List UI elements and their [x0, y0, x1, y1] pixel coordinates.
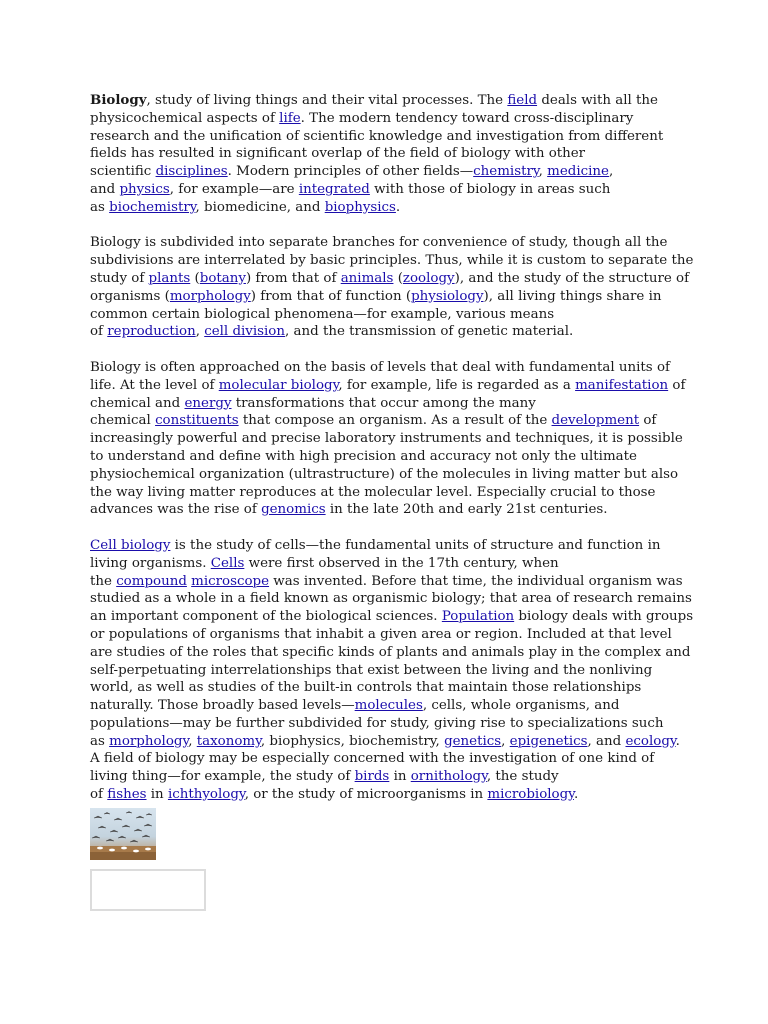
article-link[interactable]: taxonomy: [196, 733, 261, 749]
text-line: [90, 92, 682, 110]
text-run: studied as a whole in a field known as organismic biology; that area of research remains: [90, 591, 692, 607]
text-run: , and the transmission of genetic material.: [285, 324, 574, 340]
text-run: of: [90, 324, 108, 340]
article-link[interactable]: animals: [340, 270, 394, 286]
text-line: [90, 199, 682, 217]
text-run: , for example, life is regarded as a: [338, 377, 576, 393]
article-link[interactable]: energy: [184, 395, 232, 411]
article-link[interactable]: disciplines: [155, 164, 228, 180]
text-run: increasingly powerful and precise laboratory instruments and techniques, it is possible: [90, 431, 683, 447]
text-run: the: [90, 573, 117, 589]
text-line: [90, 786, 682, 804]
article-link[interactable]: ecology: [625, 733, 676, 749]
text-line: [90, 537, 682, 555]
article-link[interactable]: molecules: [354, 698, 423, 714]
article-link[interactable]: botany: [199, 270, 246, 286]
article-link[interactable]: chemistry: [473, 164, 539, 180]
text-run: as: [90, 199, 110, 215]
article-link[interactable]: plants: [148, 270, 191, 286]
text-line: [90, 697, 682, 715]
text-run: living thing—for example, the study of: [90, 769, 355, 785]
article-link[interactable]: reproduction: [107, 324, 196, 340]
paragraph: [90, 92, 682, 217]
article-link[interactable]: epigenetics: [509, 733, 588, 749]
text-run: . Modern principles of other fields—: [227, 164, 474, 180]
text-line: [90, 395, 682, 413]
text-run: Biology is often approached on the basis of levels that deal with fundamental units of: [90, 359, 670, 375]
text-run: in the late 20th and early 21st centuries.: [325, 502, 608, 518]
text-line: [90, 679, 682, 697]
article-link[interactable]: development: [551, 413, 640, 429]
text-line: [90, 626, 682, 644]
text-run: with those of biology in areas such: [369, 181, 611, 197]
text-run: was invented. Before that time, the individual organism was: [269, 573, 683, 589]
text-run: to understand and define with high precision and accuracy not only the ultimate: [90, 448, 637, 464]
text-run: that compose an organism. As a result of the: [238, 413, 552, 429]
text-run: .: [675, 733, 680, 749]
text-line: [90, 110, 682, 128]
text-line: [90, 430, 682, 448]
text-run: transformations that occur among the many: [231, 395, 536, 411]
text-line: [90, 145, 682, 163]
article-link[interactable]: zoology: [402, 270, 455, 286]
text-line: [90, 590, 692, 608]
text-run: deals with all the: [537, 93, 658, 108]
text-line: [90, 501, 682, 519]
text-line: [90, 306, 682, 324]
article-link[interactable]: genetics: [444, 733, 502, 749]
text-run: , biomedicine, and: [195, 199, 325, 215]
text-run: of: [90, 787, 108, 803]
text-line: [90, 715, 682, 733]
text-line: [90, 644, 691, 662]
text-run: scientific: [90, 164, 156, 180]
article-link[interactable]: microscope: [191, 573, 270, 589]
text-run: .: [395, 199, 401, 215]
text-run: ), and the study of the structure of: [454, 270, 690, 286]
text-run: the way living matter reproduces at the molecular level. Especially crucial to those: [90, 484, 656, 500]
text-run: biology deals with groups: [514, 609, 694, 625]
text-line: [90, 412, 682, 430]
article-link[interactable]: genomics: [261, 502, 326, 518]
text-run: study of: [90, 270, 149, 286]
text-run: fields has resulted in significant overlap of the field of biology with other: [90, 146, 586, 162]
article-link[interactable]: ornithology: [410, 769, 487, 785]
article-link[interactable]: physics: [119, 181, 170, 197]
text-run: world, as well as studies of the built-in controls that maintain those relationships: [90, 680, 642, 696]
text-line: [90, 234, 682, 252]
text-line: [90, 252, 694, 270]
text-run: physiochemical organization (ultrastructure) of the molecules in living matter but also: [90, 466, 679, 482]
article-link[interactable]: biophysics: [324, 199, 396, 215]
text-run: advances was the rise of: [90, 502, 262, 518]
article-link[interactable]: life: [279, 110, 301, 126]
text-run: physicochemical aspects of: [90, 110, 280, 126]
text-run: , cells, whole organisms, and: [422, 698, 620, 714]
text-run: ), all living things share in: [483, 288, 662, 304]
article-link[interactable]: birds: [354, 769, 390, 785]
text-run: (: [393, 270, 403, 286]
text-run: common certain biological phenomena—for example, various means: [90, 306, 555, 322]
empty-placeholder-box: [90, 869, 206, 911]
article-link[interactable]: fishes: [107, 787, 147, 803]
text-line: [90, 288, 682, 306]
article-link[interactable]: field: [507, 93, 538, 108]
article-link[interactable]: constituents: [155, 413, 239, 429]
article-link[interactable]: manifestation: [575, 377, 669, 393]
text-line: [90, 484, 682, 502]
text-run: as: [90, 733, 110, 749]
text-line: [90, 555, 682, 573]
text-line: [90, 359, 682, 377]
bold-term: Biology: [90, 92, 147, 108]
text-run: in: [146, 787, 168, 803]
text-line: [90, 733, 682, 751]
text-line: [90, 768, 682, 786]
text-run: are studies of the roles that specific kinds of plants and animals play in the complex and: [90, 644, 691, 660]
article-body: [90, 92, 694, 860]
text-line: [90, 270, 690, 288]
text-run: subdivisions are interrelated by basic principles. Thus, while it is custom to separate the: [90, 253, 694, 269]
article-link[interactable]: compound: [116, 573, 187, 589]
text-run: .: [573, 787, 579, 803]
text-line: [90, 323, 682, 341]
birds-thumbnail-image[interactable]: [90, 808, 156, 860]
article-link[interactable]: Cell biology: [90, 537, 171, 553]
text-line: [90, 466, 682, 484]
article-paragraphs: [90, 92, 694, 804]
article-link[interactable]: Cells: [210, 555, 245, 571]
text-run: living organisms.: [90, 555, 211, 571]
text-line: [90, 750, 682, 768]
article-link[interactable]: morphology: [169, 288, 251, 304]
text-run: . The modern tendency toward cross-disciplinary: [300, 110, 634, 126]
text-run: is the study of cells—the fundamental units of structure and function in: [170, 537, 661, 553]
paragraph: [90, 537, 694, 804]
text-run: were first observed in the 17th century, when: [244, 555, 559, 571]
text-run: populations—may be further subdivided for study, giving rise to specializations such: [90, 715, 664, 731]
text-run: , biophysics, biochemistry,: [260, 733, 445, 749]
text-run: (: [190, 270, 200, 286]
text-line: [90, 377, 686, 395]
text-run: ,: [195, 324, 205, 340]
text-line: [90, 608, 694, 626]
text-run: , study of living things and their vital processes. The: [146, 93, 508, 108]
text-run: self-perpetuating interrelationships that exist between the living and the nonliving: [90, 662, 653, 678]
text-run: Biology is subdivided into separate branches for convenience of study, though all the: [90, 235, 668, 251]
text-run: ,: [501, 733, 510, 749]
article-link[interactable]: physiology: [411, 288, 484, 304]
article-link[interactable]: cell division: [204, 324, 285, 340]
text-run: research and the unification of scientific knowledge and investigation from different: [90, 128, 664, 144]
text-run: organisms (: [90, 288, 170, 304]
article-link[interactable]: biochemistry: [109, 199, 196, 215]
text-run: chemical and: [90, 395, 185, 411]
article-link[interactable]: ichthyology: [167, 787, 245, 803]
text-run: A field of biology may be especially concerned with the investigation of one kind of: [90, 751, 655, 767]
text-run: life. At the level of: [90, 377, 219, 393]
text-run: or populations of organisms that inhabit a given area or region. Included at that level: [90, 626, 672, 642]
article-link[interactable]: Population: [441, 609, 515, 625]
text-run: of: [668, 377, 686, 393]
article-link[interactable]: microbiology: [487, 787, 574, 803]
text-run: ,: [538, 164, 548, 180]
text-run: , or the study of microorganisms in: [244, 787, 488, 803]
text-line: [90, 662, 682, 680]
text-run: naturally. Those broadly based levels—: [90, 698, 355, 714]
article-link[interactable]: medicine: [547, 164, 609, 180]
article-link[interactable]: molecular biology: [218, 377, 339, 393]
text-run: , for example—are: [169, 181, 299, 197]
article-link[interactable]: integrated: [298, 181, 370, 197]
text-run: of: [639, 413, 657, 429]
text-run: in: [389, 769, 411, 785]
text-line: [90, 163, 682, 181]
text-run: an important component of the biological sciences.: [90, 609, 442, 625]
text-run: ) from that of: [245, 270, 341, 286]
text-run: , and: [587, 733, 626, 749]
text-line: [90, 181, 682, 199]
text-line: [90, 573, 682, 591]
text-run: ,: [608, 164, 614, 180]
article-link[interactable]: morphology: [109, 733, 189, 749]
paragraph: [90, 359, 686, 519]
text-line: [90, 128, 682, 146]
text-run: ,: [188, 733, 197, 749]
text-run: chemical: [90, 413, 156, 429]
text-run: , the study: [486, 769, 559, 785]
text-run: and: [90, 181, 120, 197]
text-line: [90, 448, 682, 466]
paragraph: [90, 234, 694, 341]
text-run: ) from that of function (: [250, 288, 412, 304]
